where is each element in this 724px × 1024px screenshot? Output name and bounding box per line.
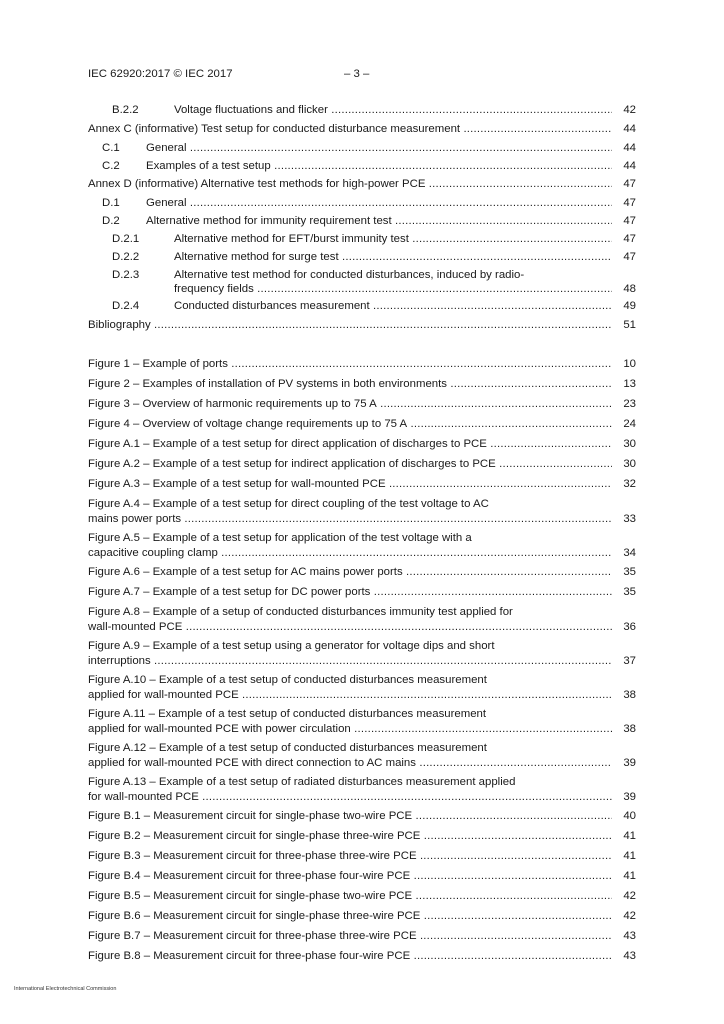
toc-entry[interactable] [88,318,636,332]
figure-entry-title: Figure A.8 – Example of a setup of conducted disturbances immunity test applied for [88,606,513,618]
figure-entry[interactable] [88,929,636,943]
toc-entry-title: Annex D (informative) Alternative test methods for high-power PCE ..... [88,177,612,191]
figure-page-number: 35 [623,566,636,578]
toc-page-number: 47 [623,197,636,209]
figure-entry-title: Figure A.11 – Example of a test setup of conducted disturbances measurement [88,708,487,720]
figure-entry[interactable] [88,909,636,923]
toc-entry-title: General ..... [146,196,612,210]
figure-entry-continuation[interactable] [88,546,636,560]
toc-entry[interactable] [88,177,636,191]
figure-entry[interactable] [88,417,636,431]
toc-entry-title: Voltage fluctuations and flicker ..... [174,103,612,117]
figure-entry-title: Figure A.6 – Example of a test setup for AC mains power ports ..... [88,565,612,579]
figure-entry-title: Figure B.4 – Measurement circuit for three-phase four-wire PCE ..... [88,869,612,883]
toc-entry-title: Alternative method for EFT/burst immunity test ..... [174,232,612,246]
figure-entry[interactable] [88,707,636,721]
figure-page-number: 30 [623,458,636,470]
figure-entry-continuation[interactable] [88,756,636,770]
figure-entry-continuation[interactable] [88,722,636,736]
figure-page-number: 34 [623,547,636,559]
figure-entry[interactable] [88,497,636,511]
toc-entry-number: D.2.3 [112,269,140,281]
figure-entry-title: Figure B.5 – Measurement circuit for single-phase two-wire PCE ..... [88,889,612,903]
figure-entry-title-cont: for wall-mounted PCE ..... [88,790,612,804]
figure-page-number: 36 [623,621,636,633]
figure-page-number: 30 [623,438,636,450]
toc-entry-number: D.2.2 [112,251,140,263]
toc-entry-continuation[interactable] [174,282,636,296]
figure-page-number: 39 [623,791,636,803]
figure-entry-title: Figure B.1 – Measurement circuit for single-phase two-wire PCE ..... [88,809,612,823]
figure-entry[interactable] [88,397,636,411]
figure-entry[interactable] [88,477,636,491]
toc-entry-title-cont: frequency fields ..... [174,282,612,296]
figure-entry-title: Figure 2 – Examples of installation of PV systems in both environments ..... [88,377,612,391]
figure-entry[interactable] [88,639,636,653]
figure-entry-title-cont: wall-mounted PCE ..... [88,620,612,634]
figure-entry-title: Figure 1 – Example of ports ..... [88,357,612,371]
page-header [88,68,636,82]
toc-entry-title: Bibliography ..... [88,318,612,332]
figure-entry[interactable] [88,889,636,903]
toc-entry-number: B.2.2 [112,104,139,116]
figure-page-number: 42 [623,910,636,922]
figure-page-number: 13 [623,378,636,390]
toc-entry[interactable] [88,103,636,117]
toc-page-number: 47 [623,215,636,227]
toc-page-number: 44 [623,123,636,135]
figure-page-number: 40 [623,810,636,822]
figure-entry-continuation[interactable] [88,512,636,526]
toc-entry-title: Alternative test method for conducted disturbances, induced by radio- [174,269,525,281]
figure-entry-title: Figure B.2 – Measurement circuit for single-phase three-wire PCE ..... [88,829,612,843]
toc-entry[interactable] [88,141,636,155]
toc-entry-number: D.2.4 [112,300,140,312]
figure-entry-title: Figure A.12 – Example of a test setup of conducted disturbances measurement [88,742,487,754]
toc-page-number: 49 [623,300,636,312]
toc-entry[interactable] [88,214,636,228]
figure-page-number: 43 [623,930,636,942]
figure-entry-title-cont: applied for wall-mounted PCE with power circulation ..... [88,722,612,736]
toc-entry-title: Alternative method for immunity requirement test ..... [146,214,612,228]
toc-entry-number: D.2 [102,215,120,227]
figure-entry-title-cont: applied for wall-mounted PCE ..... [88,688,612,702]
toc-entry-title: Conducted disturbances measurement ..... [174,299,612,313]
figure-entry-continuation[interactable] [88,688,636,702]
figure-page-number: 43 [623,950,636,962]
publisher-footer: International Electrotechnical Commission [14,986,117,992]
figure-page-number: 37 [623,655,636,667]
figure-entry-title: Figure A.10 – Example of a test setup of conducted disturbances measurement [88,674,487,686]
page-number: – 3 – [344,68,370,80]
figure-page-number: 23 [623,398,636,410]
toc-page-number: 44 [623,142,636,154]
figure-page-number: 32 [623,478,636,490]
figure-entry-title: Figure B.3 – Measurement circuit for three-phase three-wire PCE ..... [88,849,612,863]
figure-entry[interactable] [88,565,636,579]
figure-page-number: 10 [623,358,636,370]
figure-entry[interactable] [88,829,636,843]
toc-page-number: 51 [623,319,636,331]
figure-page-number: 24 [623,418,636,430]
figure-page-number: 41 [623,870,636,882]
toc-entry-title: Annex C (informative) Test setup for conducted disturbance measurement ..... [88,122,612,136]
figure-entry[interactable] [88,673,636,687]
figure-entry[interactable] [88,377,636,391]
document-id: IEC 62920:2017 © IEC 2017 [88,68,233,80]
figure-page-number: 38 [623,689,636,701]
figure-page-number: 33 [623,513,636,525]
figure-entry-continuation[interactable] [88,654,636,668]
figure-entry-title: Figure 4 – Overview of voltage change requirements up to 75 A ..... [88,417,612,431]
toc-page-number: 42 [623,104,636,116]
figure-entry[interactable] [88,357,636,371]
figure-entry[interactable] [88,741,636,755]
toc-entry[interactable] [88,122,636,136]
figure-entry-title-cont: interruptions ..... [88,654,612,668]
figure-page-number: 41 [623,830,636,842]
figure-entry-title: Figure A.13 – Example of a test setup of radiated disturbances measurement applied [88,776,516,788]
toc-entry[interactable] [88,232,636,246]
toc-page-number: 44 [623,160,636,172]
figure-entry-title: Figure B.6 – Measurement circuit for single-phase three-wire PCE ..... [88,909,612,923]
figure-entry-title: Figure A.4 – Example of a test setup for direct coupling of the test voltage to AC [88,498,489,510]
figure-entry-title-cont: capacitive coupling clamp ..... [88,546,612,560]
toc-entry[interactable] [88,250,636,264]
toc-entry[interactable] [88,299,636,313]
toc-entry-number: D.2.1 [112,233,140,245]
figure-page-number: 35 [623,586,636,598]
figure-entry-title: Figure A.1 – Example of a test setup for direct application of discharges to PCE ..... [88,437,612,451]
toc-entry-title: Examples of a test setup ..... [146,159,612,173]
figure-page-number: 41 [623,850,636,862]
figure-entry-continuation[interactable] [88,790,636,804]
figure-entry[interactable] [88,605,636,619]
toc-page-number: 47 [623,251,636,263]
figure-entry-title: Figure A.7 – Example of a test setup for DC power ports ..... [88,585,612,599]
figure-entry-title: Figure A.5 – Example of a test setup for application of the test voltage with a [88,532,472,544]
figure-entry-title: Figure B.7 – Measurement circuit for three-phase three-wire PCE ..... [88,929,612,943]
figure-entry-title: Figure A.3 – Example of a test setup for wall-mounted PCE ..... [88,477,612,491]
toc-entry-title: Alternative method for surge test ..... [174,250,612,264]
figure-entry[interactable] [88,949,636,963]
figure-entry[interactable] [88,869,636,883]
figure-entry[interactable] [88,775,636,789]
toc-page-number: 48 [623,283,636,295]
figure-page-number: 38 [623,723,636,735]
figure-entry-title-cont: mains power ports ..... [88,512,612,526]
toc-page-number: 47 [623,233,636,245]
figure-entry-continuation[interactable] [88,620,636,634]
figure-entry[interactable] [88,437,636,451]
figure-entry-title: Figure A.9 – Example of a test setup using a generator for voltage dips and short [88,640,495,652]
toc-entry-number: C.2 [102,160,120,172]
figure-entry[interactable] [88,531,636,545]
figure-entry[interactable] [88,457,636,471]
figure-entry[interactable] [88,585,636,599]
toc-entry-number: C.1 [102,142,120,154]
figure-entry[interactable] [88,849,636,863]
figure-page-number: 39 [623,757,636,769]
figure-entry[interactable] [88,809,636,823]
toc-entry[interactable] [88,268,636,282]
figure-entry-title: Figure B.8 – Measurement circuit for three-phase four-wire PCE ..... [88,949,612,963]
toc-entry-number: D.1 [102,197,120,209]
figure-entry-title: Figure A.2 – Example of a test setup for indirect application of discharges to PCE ..... [88,457,612,471]
toc-page-number: 47 [623,178,636,190]
figure-entry-title-cont: applied for wall-mounted PCE with direct connection to AC mains ..... [88,756,612,770]
figure-page-number: 42 [623,890,636,902]
toc-entry-title: General ..... [146,141,612,155]
toc-entry[interactable] [88,159,636,173]
figure-entry-title: Figure 3 – Overview of harmonic requirements up to 75 A ..... [88,397,612,411]
toc-entry[interactable] [88,196,636,210]
